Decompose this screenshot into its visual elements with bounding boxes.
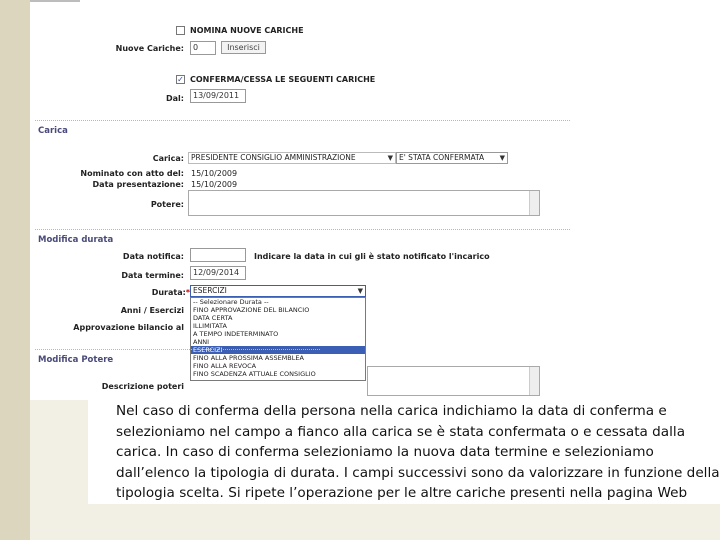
- durata-select[interactable]: [190, 285, 366, 297]
- dropdown-option[interactable]: DATA CERTA: [193, 314, 233, 322]
- stato-value: E' STATA CONFERMATA: [399, 153, 485, 162]
- carica-select[interactable]: [188, 152, 396, 164]
- data-presentazione-value: 15/10/2009: [191, 180, 238, 189]
- scrollbar[interactable]: [529, 191, 539, 215]
- nominato-label: Nominato con atto del:: [80, 169, 184, 178]
- dropdown-option[interactable]: FINO APPROVAZIONE DEL BILANCIO: [193, 306, 310, 314]
- durata-value: ESERCIZI: [193, 286, 227, 295]
- section-title-modifica-durata: Modifica durata: [38, 235, 114, 245]
- divider: [35, 120, 570, 121]
- form-screenshot: [30, 0, 720, 400]
- dropdown-option[interactable]: ILLIMITATA: [193, 322, 227, 330]
- durata-dropdown-list[interactable]: [190, 297, 366, 381]
- data-notifica-hint: Indicare la data in cui gli è stato notificato l'incarico: [254, 252, 490, 261]
- nuove-cariche-label: Nuove Cariche:: [115, 44, 184, 53]
- dropdown-option[interactable]: FINO ALLA REVOCA: [193, 362, 257, 370]
- scrollbar[interactable]: [529, 367, 539, 395]
- data-presentazione-label: Data presentazione:: [92, 180, 184, 189]
- potere-label: Potere:: [150, 200, 184, 209]
- caption-text: Nel caso di conferma della persona nella carica indichiamo la data di conferma e selezioniamo nel campo a fianco alla carica se è stata confermata o e cessata dalla carica. In caso di conferma selezioniamo la nuova data termine e selezioniamo dall’elenco la tipologia di durata. I campi successivi sono da valorizzare in funzione della tipologia scelta. Si ripete l’operazione per le altre cariche presenti nella pagina Web: [88, 399, 720, 504]
- dal-input[interactable]: 13/09/2011: [190, 89, 246, 103]
- nuove-cariche-input[interactable]: 0: [190, 41, 216, 55]
- dropdown-option[interactable]: A TEMPO INDETERMINATO: [193, 330, 279, 338]
- data-termine-label: Data termine:: [121, 271, 184, 280]
- carica-value: PRESIDENTE CONSIGLIO AMMINISTRAZIONE: [191, 153, 356, 162]
- durata-label-text: Durata:: [151, 288, 186, 297]
- data-notifica-input[interactable]: [190, 248, 246, 262]
- carica-label: Carica:: [152, 154, 184, 163]
- conferma-checkbox-label: CONFERMA/CESSA LE SEGUENTI CARICHE: [190, 75, 376, 84]
- nomina-checkbox[interactable]: [176, 26, 185, 35]
- stato-select[interactable]: [396, 152, 508, 164]
- slide-left-strip: [0, 0, 30, 540]
- inserisci-button[interactable]: Inserisci: [221, 41, 266, 54]
- chevron-down-icon: ▼: [357, 287, 363, 295]
- potere-textarea[interactable]: [188, 190, 540, 216]
- durata-label: [152, 288, 190, 297]
- dropdown-option[interactable]: -- Selezionare Durata --: [193, 298, 269, 306]
- dropdown-option-selected[interactable]: ESERCIZI: [191, 346, 365, 354]
- anni-label: Anni / Esercizi: [120, 306, 184, 315]
- nominato-value: 15/10/2009: [191, 169, 238, 178]
- descrizione-poteri-label: Descrizione poteri: [101, 382, 184, 391]
- approvazione-label: Approvazione bilancio al: [73, 323, 184, 332]
- dropdown-option[interactable]: FINO SCADENZA ATTUALE CONSIGLIO: [193, 370, 316, 378]
- dal-label: Dal:: [166, 94, 184, 103]
- dropdown-option[interactable]: ANNI: [193, 338, 210, 346]
- conferma-checkbox[interactable]: ✓: [177, 75, 184, 84]
- dropdown-option[interactable]: FINO ALLA PROSSIMA ASSEMBLEA: [193, 354, 304, 362]
- divider: [35, 349, 320, 350]
- section-title-carica: Carica: [38, 126, 68, 136]
- data-termine-input[interactable]: 12/09/2014: [190, 266, 246, 280]
- nomina-checkbox-label: NOMINA NUOVE CARICHE: [190, 26, 304, 35]
- descrizione-poteri-textarea[interactable]: [367, 366, 540, 396]
- chevron-down-icon: ▼: [499, 154, 505, 162]
- divider: [35, 229, 570, 230]
- section-title-modifica-potere: Modifica Potere: [38, 355, 114, 365]
- top-border: [30, 0, 80, 2]
- data-notifica-label: Data notifica:: [122, 252, 184, 261]
- required-marker: *: [185, 288, 190, 297]
- chevron-down-icon: ▼: [387, 154, 393, 162]
